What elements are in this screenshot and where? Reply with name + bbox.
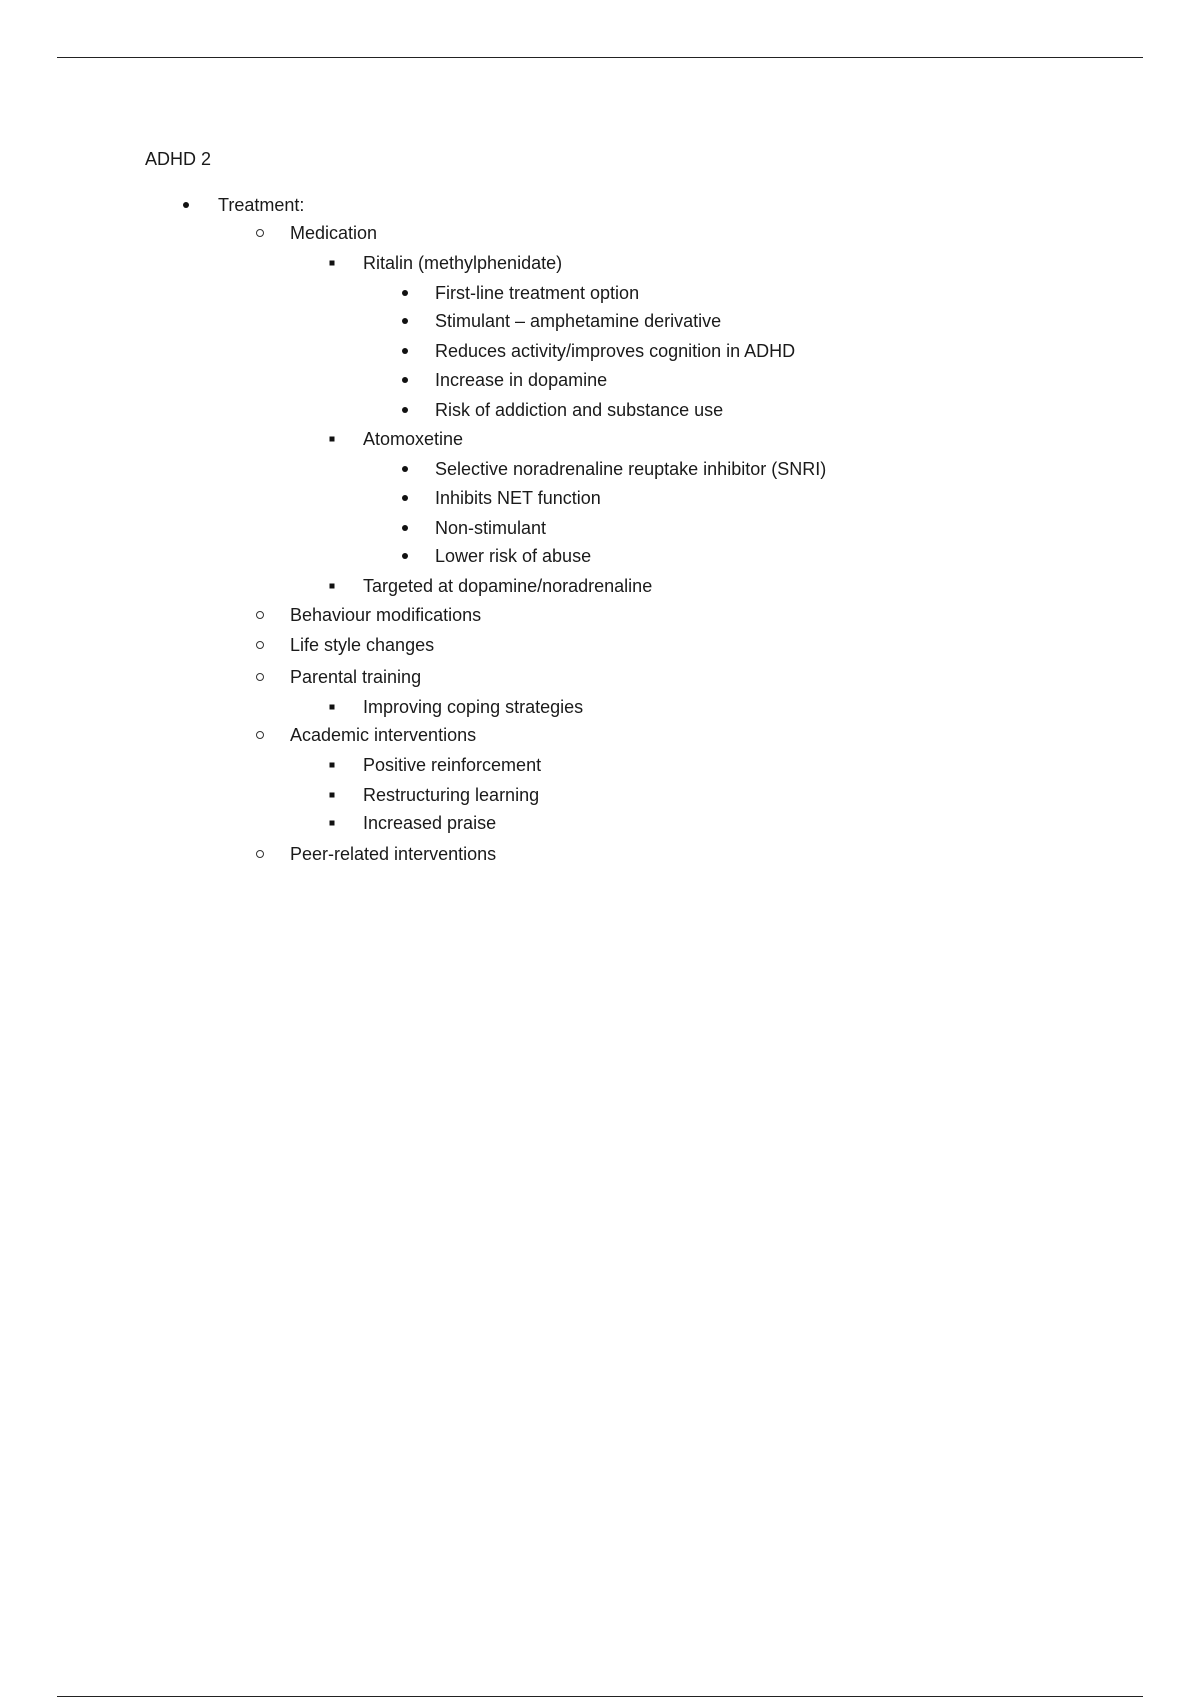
bullet-disc-icon <box>176 193 196 217</box>
bullet-square-icon <box>322 783 342 807</box>
bullet-circle-icon <box>250 665 270 689</box>
bullet-square-icon <box>322 427 342 451</box>
bullet-circle-icon <box>250 603 270 627</box>
outline-item-label: Lower risk of abuse <box>435 546 592 566</box>
outline-item-label: Inhibits NET function <box>435 488 601 508</box>
outline-item-label: Increase in dopamine <box>435 370 608 390</box>
outline-item-label: Ritalin (methylphenidate) <box>363 253 563 273</box>
bullet-square-icon <box>322 811 342 835</box>
outline-item-label: Risk of addiction and substance use <box>435 400 724 420</box>
bullet-disc-icon <box>395 309 415 333</box>
outline-item-label: Atomoxetine <box>363 429 464 449</box>
outline-item-label: Targeted at dopamine/noradrenaline <box>363 576 653 596</box>
bullet-square-icon <box>322 574 342 598</box>
bullet-disc-icon <box>395 281 415 305</box>
outline-item-label: Positive reinforcement <box>363 755 542 775</box>
bullet-disc-icon <box>395 544 415 568</box>
bullet-square-icon <box>322 753 342 777</box>
bullet-square-icon <box>322 695 342 719</box>
outline-item-label: Parental training <box>290 667 422 687</box>
bullet-circle-icon <box>250 633 270 657</box>
bullet-circle-icon <box>250 221 270 245</box>
outline-item-label: Improving coping strategies <box>363 697 584 717</box>
outline-item-label: Restructuring learning <box>363 785 540 805</box>
footer-rule <box>57 1696 1143 1697</box>
outline-item-label: Stimulant – amphetamine derivative <box>435 311 722 331</box>
outline-item-label: Non-stimulant <box>435 518 547 538</box>
bullet-disc-icon <box>395 457 415 481</box>
outline-item-label: Treatment: <box>218 195 305 215</box>
bullet-disc-icon <box>395 486 415 510</box>
outline-item-label: Selective noradrenaline reuptake inhibitor (SNRI) <box>435 459 827 479</box>
bullet-disc-icon <box>395 339 415 363</box>
bullet-disc-icon <box>395 398 415 422</box>
outline-item-label: Peer-related interventions <box>290 844 497 864</box>
bullet-circle-icon <box>250 723 270 747</box>
outline-item-label: Increased praise <box>363 813 497 833</box>
bullet-circle-icon <box>250 842 270 866</box>
outline-item-label: Behaviour modifications <box>290 605 482 625</box>
outline-item-label: Life style changes <box>290 635 435 655</box>
document-title: ADHD 2 <box>145 149 212 169</box>
outline-item-label: Medication <box>290 223 378 243</box>
bullet-square-icon <box>322 251 342 275</box>
outline-item-label: First-line treatment option <box>435 283 640 303</box>
bullet-disc-icon <box>395 368 415 392</box>
bullet-disc-icon <box>395 516 415 540</box>
outline-item-label: Academic interventions <box>290 725 477 745</box>
outline-item-label: Reduces activity/improves cognition in ADHD <box>435 341 796 361</box>
